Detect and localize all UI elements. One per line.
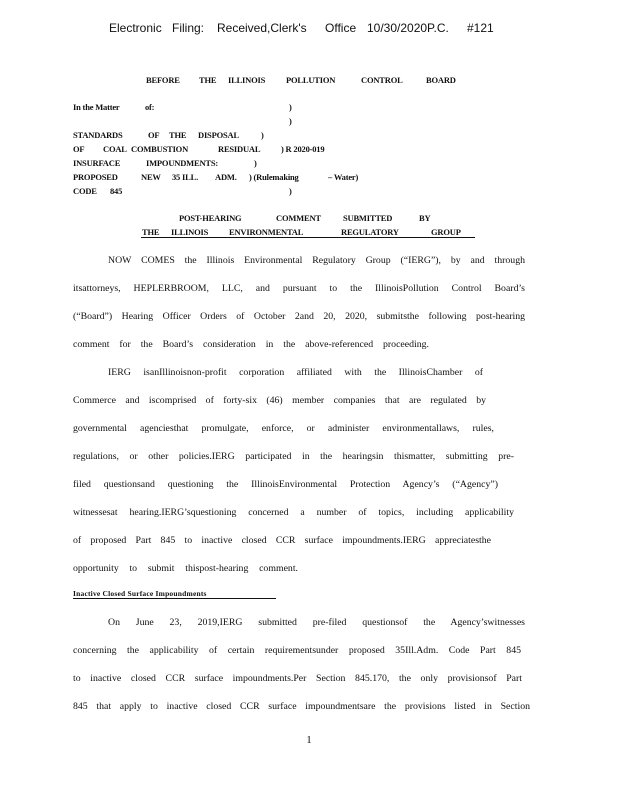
caption-text: COMBUSTION [131, 144, 189, 154]
body-line: regulations, or other policies.IERG participated in the hearingsin thismatter, submitting pre- [73, 451, 514, 462]
caption-text: OF [148, 130, 160, 140]
caption-text: OF [73, 144, 85, 154]
board-heading-word: BOARD [426, 75, 456, 85]
title-underline [141, 237, 475, 238]
header-office: Office [325, 21, 357, 35]
title-word: REGULATORY [341, 227, 399, 237]
caption-text: PROPOSED [73, 172, 118, 182]
header-electronic: Electronic [109, 21, 162, 35]
caption-text: ADM. [215, 172, 237, 182]
caption-text: 845 [110, 186, 123, 196]
caption-text: THE [169, 130, 187, 140]
header-number: #121 [467, 21, 494, 35]
caption-in-the-matter: In the Matter [73, 102, 120, 112]
title-word: ILLINOIS [171, 227, 209, 237]
caption-paren: ) [254, 158, 257, 168]
caption-text: RESIDUAL [218, 144, 261, 154]
body-line: On June 23, 2019,IERG submitted pre-filed questionsof the Agency’switnesses [108, 617, 525, 628]
caption-text: ) (Rulemaking [249, 172, 299, 182]
header-filing: Filing: [172, 21, 205, 35]
body-line: of proposed Part 845 to inactive closed CCR surface impoundments.IERG appreciatesthe [73, 535, 491, 546]
body-line: 845 that apply to inactive closed CCR surface impoundmentsare the provisions listed in Section [73, 701, 530, 712]
body-line: witnessesat hearing.IERG’squestioning concerned a number of topics, including applicability [73, 507, 514, 518]
caption-text: 35 ILL. [172, 172, 198, 182]
body-line: filed questionsand questioning the IllinoisEnvironmental Protection Agency’s (“Agency”) [73, 479, 498, 490]
title-word: SUBMITTED [343, 213, 393, 223]
board-heading-word: ILLINOIS [228, 75, 266, 85]
caption-text: NEW [141, 172, 161, 182]
body-line: governmental agenciesthat promulgate, enforce, or administer environmentallaws, rules, [73, 423, 494, 434]
title-word: GROUP [431, 227, 461, 237]
caption-text: CODE [73, 186, 97, 196]
caption-of: of: [145, 102, 155, 112]
board-heading-word: CONTROL [361, 75, 403, 85]
header-date: 10/30/2020P.C. [367, 21, 449, 35]
board-heading-word: BEFORE [146, 75, 180, 85]
body-line: opportunity to submit thispost-hearing comment. [73, 563, 298, 574]
body-line: NOW COMES the Illinois Environmental Regulatory Group (“IERG”), by and through [108, 255, 525, 266]
title-word: POST-HEARING [179, 213, 242, 223]
body-line: to inactive closed CCR surface impoundments.Per Section 845.170, the only provisionsof Part [73, 673, 522, 684]
caption-text: DISPOSAL [198, 130, 239, 140]
section-heading: Inactive Closed Surface Impoundments [73, 589, 276, 599]
caption-paren: ) [289, 102, 292, 112]
title-word: COMMENT [276, 213, 321, 223]
caption-text: STANDARDS [73, 130, 123, 140]
caption-text: IMPOUNDMENTS: [146, 158, 219, 168]
page-number: 1 [306, 734, 312, 746]
body-line: IERG isanIllinoisnon-profit corporation affiliated with the IllinoisChamber of [108, 367, 483, 378]
docket-number: ) R 2020-019 [281, 144, 325, 154]
body-line: concerning the applicability of certain requirementsunder proposed 35Ill.Adm. Code Part 845 [73, 645, 521, 656]
title-word: BY [419, 213, 431, 223]
board-heading-word: POLLUTION [286, 75, 336, 85]
board-heading-word: THE [199, 75, 217, 85]
caption-paren: ) [289, 186, 292, 196]
title-word: ENVIRONMENTAL [229, 227, 304, 237]
caption-text: COAL [103, 144, 127, 154]
title-word: THE [142, 227, 160, 237]
caption-paren: ) [261, 130, 264, 140]
caption-text: – Water) [328, 172, 359, 182]
body-line: itsattorneys, HEPLERBROOM, LLC, and pursuant to the IllinoisPollution Control Board’s [73, 283, 525, 294]
body-line: (“Board”) Hearing Officer Orders of October 2and 20, 2020, submitsthe following post-hearing [73, 311, 525, 322]
caption-text: INSURFACE [73, 158, 121, 168]
body-line: Commerce and iscomprised of forty-six (46) member companies that are regulated by [73, 395, 486, 406]
header-received: Received,Clerk's [217, 21, 307, 35]
body-line: comment for the Board’s consideration in the above-referenced proceeding. [73, 339, 429, 350]
caption-paren: ) [289, 116, 292, 126]
